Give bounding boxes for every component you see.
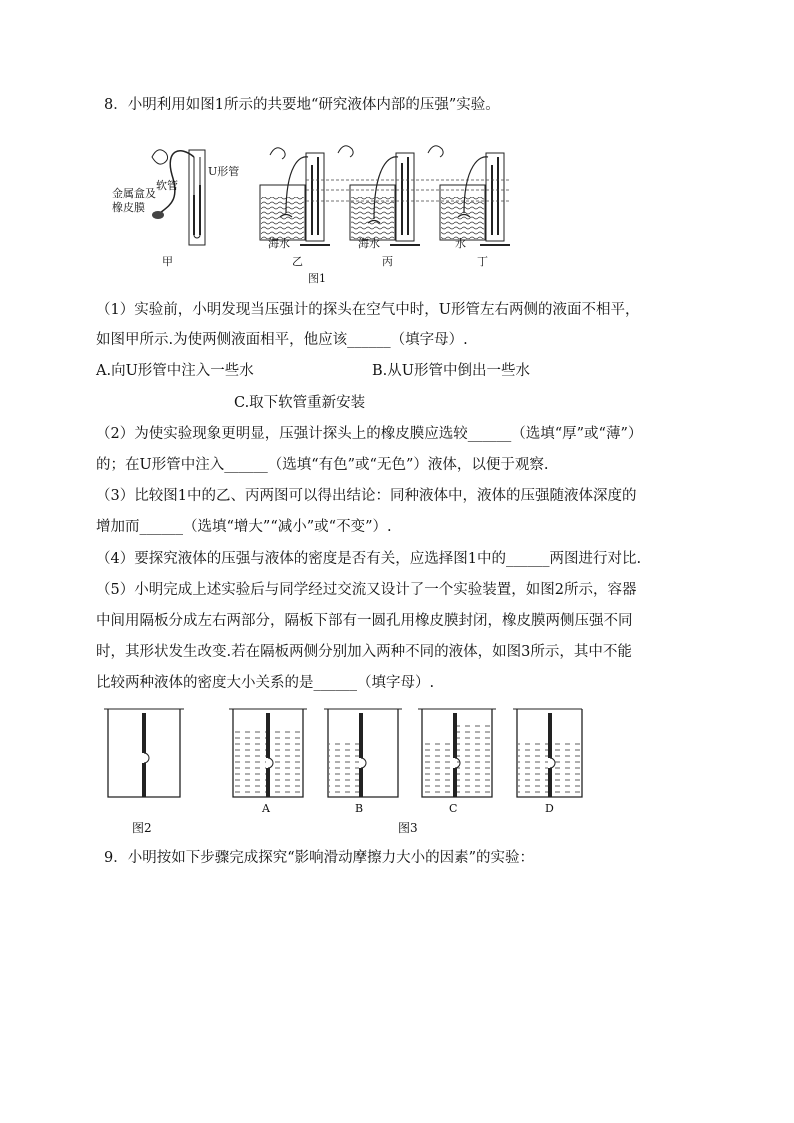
q8-option-b: B.从U形管中倒出一些水 [372,363,530,379]
q8-p3-line1: （3）比较图1中的乙、丙两图可以得出结论：同种液体中，液体的压强随液体深度的 [96,488,637,504]
figure-2-3-drawing [104,705,584,835]
q8-p2-line1: （2）为使实验现象更明显，压强计探头上的橡皮膜应选较______（选填“厚”或“薄”） [96,426,643,442]
label-liquid-yi: 海水 [268,237,290,250]
q8-option-a: A.向U形管中注入一些水 [96,363,254,379]
label-metal-box: 金属盒及 [112,187,156,200]
q8-title: 8．小明利用如图1所示的共要地“研究液体内部的压强”实验。 [104,97,500,113]
panel-bing-apparatus [338,146,420,245]
q8-p4: （4）要探究液体的压强与液体的密度是否有关，应选择图1中的______两图进行对比. [96,551,642,567]
panel-label-bing: 丙 [382,255,393,268]
panel-label-yi: 乙 [292,255,303,268]
figure-3-container-c [418,709,496,797]
q9-title: 9．小明按如下步骤完成探究“影响滑动摩擦力大小的因素”的实验： [104,850,535,866]
label-rubber-film: 橡皮膜 [112,201,145,214]
label-liquid-ding: 水 [455,237,466,250]
q8-p1-line1: （1）实验前，小明发现当压强计的探头在空气中时，U形管左右两侧的液面不相平， [96,302,640,318]
figure-2-3 [104,705,584,835]
q8-p2-line2: 的；在U形管中注入______（选填“有色”或“无色”）液体，以便于观察. [96,457,549,473]
figure-1 [110,135,520,285]
figure-1-caption: 图1 [308,272,326,285]
q8-p5-line2: 中间用隔板分成左右两部分，隔板下部有一圆孔用橡皮膜封闭，橡皮膜两侧压强不同 [96,613,633,629]
fig3-label-a: A [262,802,270,815]
panel-yi-apparatus [260,148,330,245]
fig3-label-d: D [545,802,554,815]
label-hose: 软管 [156,179,178,192]
panel-ding-apparatus [428,146,510,245]
q8-option-c: C.取下软管重新安装 [234,395,366,411]
label-u-tube: U形管 [208,165,240,178]
figure-3-container-a [229,709,307,797]
figure-3-caption: 图3 [398,821,418,835]
figure-3-container-b [324,709,402,797]
q8-p3-line2: 增加而______（选填“增大”“减小”或“不变”）. [96,519,392,535]
figure-2-container [104,709,184,797]
panel-label-jia: 甲 [162,255,173,268]
figure-2-caption: 图2 [132,821,152,835]
q8-p5-line4: 比较两种液体的密度大小关系的是______（填字母）. [96,675,435,691]
panel-jia-apparatus [152,150,205,245]
figure-3-container-d [513,709,582,797]
q8-p5-line3: 时，其形状发生改变.若在隔板两侧分别加入两种不同的液体，如图3所示，其中不能 [96,644,632,660]
q8-p5-line1: （5）小明完成上述实验后与同学经过交流又设计了一个实验装置，如图2所示，容器 [96,582,637,598]
q8-p1-line2: 如图甲所示.为使两侧液面相平，他应该______（填字母）. [96,332,468,348]
panel-label-ding: 丁 [477,255,488,268]
label-liquid-bing: 海水 [358,237,380,250]
fig3-label-b: B [355,802,364,815]
fig3-label-c: C [449,802,458,815]
